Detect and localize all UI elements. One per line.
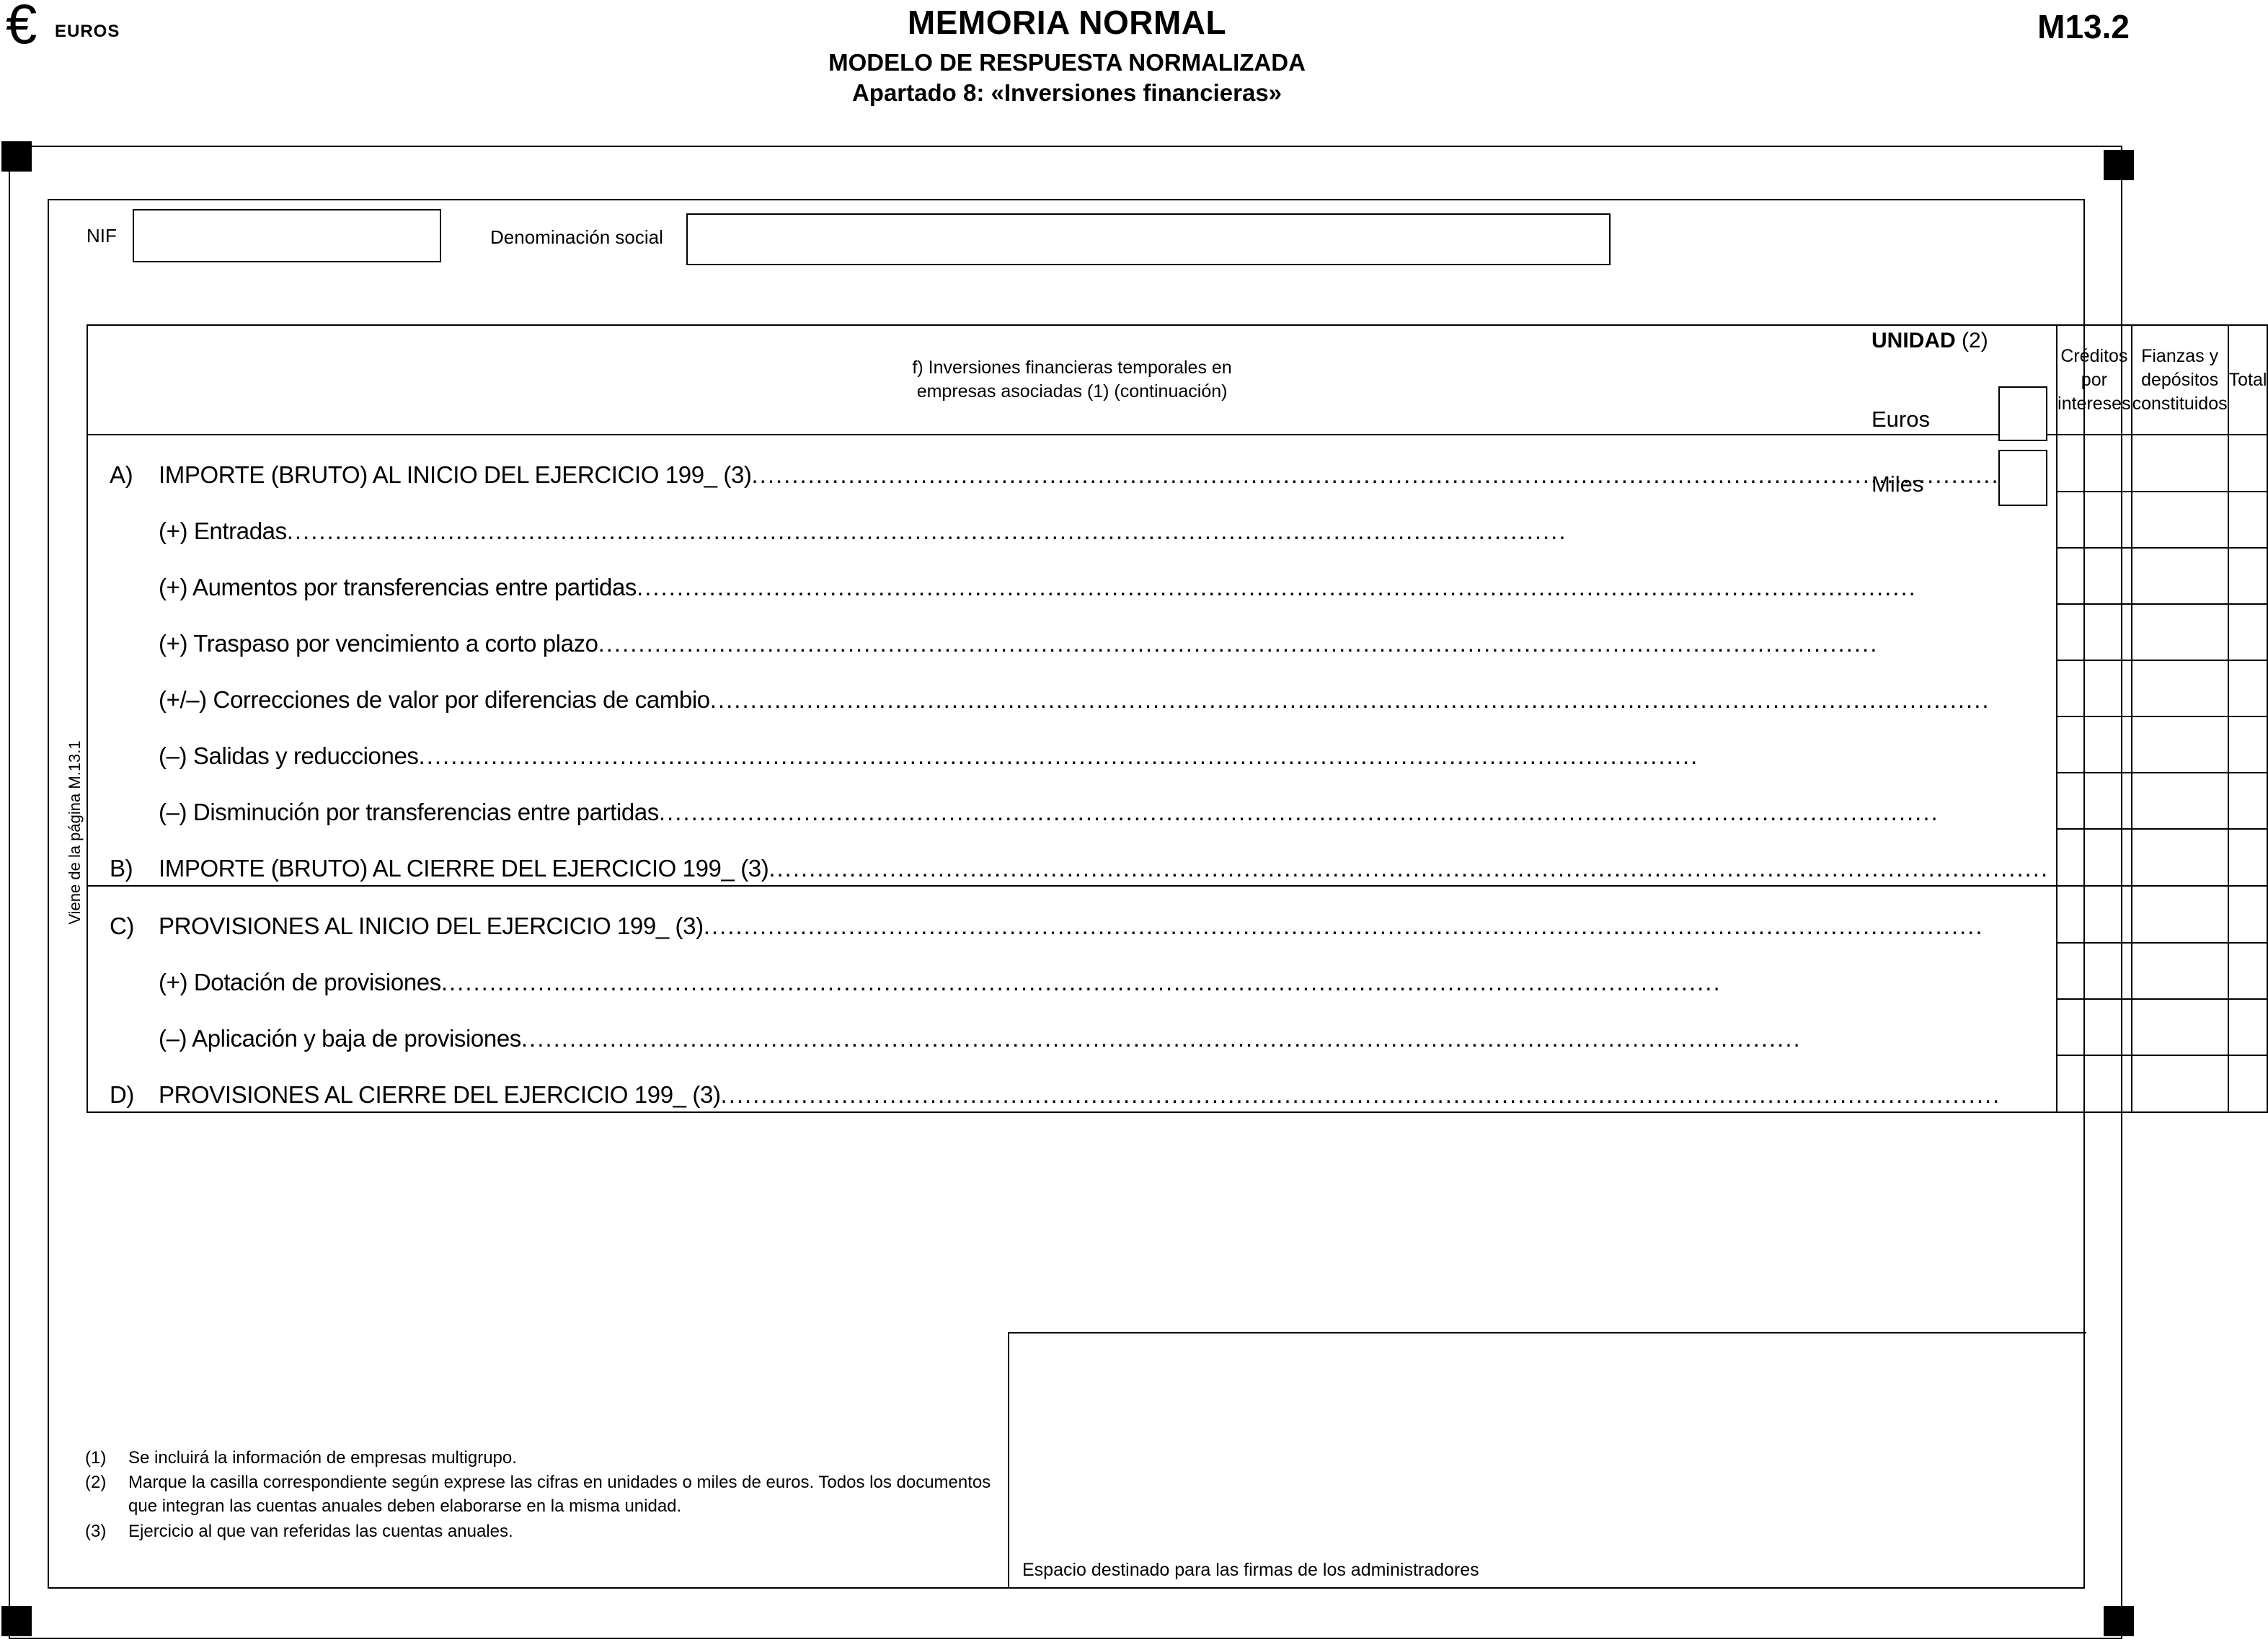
row-text: (+) Dotación de provisiones <box>159 969 441 995</box>
cell-creditos[interactable] <box>2057 492 2131 548</box>
table-row <box>87 1055 2267 1112</box>
cell-creditos[interactable] <box>2057 1055 2131 1112</box>
row-concept-wrap <box>88 969 2056 996</box>
form-code: M13.2 <box>2037 8 2130 45</box>
footnote-number: (1) <box>85 1448 107 1468</box>
cell-fianzas[interactable] <box>2132 943 2228 999</box>
leader-dots <box>768 855 2049 882</box>
cell-fianzas[interactable] <box>2132 773 2228 829</box>
row-concept <box>87 886 2057 943</box>
row-concept <box>87 435 2057 492</box>
table-row <box>87 773 2267 829</box>
row-concept-wrap <box>88 630 2056 657</box>
row-text: PROVISIONES AL INICIO DEL EJERCICIO 199_ (3) <box>159 913 704 939</box>
row-concept-wrap <box>88 855 2056 882</box>
footnotes <box>85 1446 1015 1554</box>
cell-total[interactable] <box>2228 943 2268 999</box>
cell-total[interactable] <box>2228 660 2268 716</box>
table-row <box>87 604 2267 660</box>
column-header-creditos <box>2057 325 2131 435</box>
cell-fianzas[interactable] <box>2132 548 2228 604</box>
leader-dots <box>721 1081 2050 1109</box>
leader-dots <box>287 518 2049 545</box>
unidad-label: UNIDAD <box>1871 329 1956 352</box>
cell-total[interactable] <box>2228 716 2268 773</box>
column-header-line: constituidos <box>2132 393 2228 414</box>
leader-dots <box>704 913 2049 940</box>
cell-fianzas[interactable] <box>2132 604 2228 660</box>
leader-dots <box>521 1025 2049 1052</box>
cell-total[interactable] <box>2228 435 2268 492</box>
section-title: Apartado 8: «Inversiones financieras» <box>851 79 1283 106</box>
column-header-line: Créditos <box>2060 345 2128 366</box>
registration-mark-bottom-right <box>2104 1606 2134 1636</box>
nif-field[interactable] <box>133 209 441 262</box>
unidad-ref: (2) <box>1962 329 1988 352</box>
cell-fianzas[interactable] <box>2132 716 2228 773</box>
signature-label: Espacio destinado para las firmas de los administradores <box>1022 1560 1479 1580</box>
table-row <box>87 492 2267 548</box>
side-note: Viene de la página M.13.1 <box>66 740 84 925</box>
table-body <box>87 435 2267 1112</box>
nif-label: NIF <box>87 225 117 247</box>
cell-fianzas[interactable] <box>2132 1055 2228 1112</box>
unidad-title <box>1871 329 1988 353</box>
row-concept <box>87 660 2057 716</box>
cell-creditos[interactable] <box>2057 829 2131 886</box>
column-header-line: intereses <box>2057 393 2131 414</box>
row-concept-wrap <box>88 742 2056 770</box>
row-concept-wrap <box>88 913 2056 940</box>
table-row <box>87 943 2267 999</box>
table-header-concept <box>87 325 2057 435</box>
row-concept-wrap <box>88 1025 2056 1052</box>
column-header-total <box>2228 325 2268 435</box>
row-concept <box>87 773 2057 829</box>
page-subtitle: MODELO DE RESPUESTA NORMALIZADA <box>828 49 1306 76</box>
leader-dots <box>441 969 2049 996</box>
cell-fianzas[interactable] <box>2132 886 2228 943</box>
cell-total[interactable] <box>2228 492 2268 548</box>
registration-mark-bottom-left <box>1 1606 32 1636</box>
header-label-line: empresas asociadas (1) (continuación) <box>916 381 1228 401</box>
column-header-line: depósitos <box>2141 369 2219 390</box>
cell-fianzas[interactable] <box>2132 829 2228 886</box>
row-text: (+) Entradas <box>159 518 287 544</box>
row-letter: B) <box>110 855 133 882</box>
row-concept <box>87 943 2057 999</box>
row-concept-wrap <box>88 574 2056 601</box>
cell-fianzas[interactable] <box>2132 999 2228 1055</box>
registration-mark-top-right <box>2104 150 2134 180</box>
cell-creditos[interactable] <box>2057 999 2131 1055</box>
row-concept-wrap <box>88 799 2056 826</box>
unit-euros-checkbox[interactable] <box>1998 386 2047 441</box>
footnote-number: (2) <box>85 1473 107 1492</box>
cell-total[interactable] <box>2228 773 2268 829</box>
row-concept <box>87 999 2057 1055</box>
header-label-line: f) Inversiones financieras temporales en <box>912 358 1232 378</box>
euro-logo-text: EUROS <box>55 22 120 41</box>
table-row <box>87 548 2267 604</box>
row-concept <box>87 604 2057 660</box>
footnote-text: Ejercicio al que van referidas las cuentas anuales. <box>128 1522 513 1541</box>
cell-total[interactable] <box>2228 886 2268 943</box>
leader-dots <box>752 461 2050 489</box>
table-row <box>87 829 2267 886</box>
footnote-text: Se incluirá la información de empresas multigrupo. <box>128 1448 517 1468</box>
cell-fianzas[interactable] <box>2132 660 2228 716</box>
unit-euros-label: Euros <box>1871 407 1930 432</box>
row-text: (–) Aplicación y baja de provisiones <box>159 1025 521 1052</box>
cell-creditos[interactable] <box>2057 773 2131 829</box>
registration-mark-top-left <box>1 141 32 172</box>
row-letter: A) <box>110 461 133 488</box>
row-concept-wrap <box>88 461 2056 489</box>
row-text: (+) Traspaso por vencimiento a corto plazo <box>159 630 598 657</box>
column-header-line: Total <box>2228 369 2267 390</box>
row-letter: C) <box>110 913 135 939</box>
unit-miles-checkbox[interactable] <box>1998 450 2047 506</box>
investments-table <box>87 324 2268 1113</box>
cell-total[interactable] <box>2228 999 2268 1055</box>
table-row <box>87 435 2267 492</box>
cell-creditos[interactable] <box>2057 886 2131 943</box>
leader-dots <box>419 742 2050 770</box>
page-title: MEMORIA NORMAL <box>907 4 1227 41</box>
leader-dots <box>659 799 2049 826</box>
row-concept-wrap <box>88 1081 2056 1109</box>
table-row <box>87 886 2267 943</box>
leader-dots <box>598 630 2050 657</box>
row-letter: D) <box>110 1081 135 1108</box>
row-concept-wrap <box>88 686 2056 714</box>
denominacion-social-field[interactable] <box>686 213 1611 265</box>
row-concept <box>87 829 2057 886</box>
table-row <box>87 716 2267 773</box>
cell-fianzas[interactable] <box>2132 435 2228 492</box>
signature-area[interactable] <box>1008 1332 2086 1589</box>
row-text: (+) Aumentos por transferencias entre partidas <box>159 574 637 600</box>
footnote-text: Marque la casilla correspondiente según exprese las cifras en unidades o miles de euros. Todos los documentos que integran las cuentas anuales deben elaborarse en la misma unidad. <box>128 1473 991 1516</box>
cell-fianzas[interactable] <box>2132 492 2228 548</box>
cell-creditos[interactable] <box>2057 435 2131 492</box>
row-concept <box>87 548 2057 604</box>
cell-creditos[interactable] <box>2057 660 2131 716</box>
row-text: (–) Salidas y reducciones <box>159 742 419 769</box>
column-header-line: Fianzas y <box>2141 345 2219 366</box>
cell-total[interactable] <box>2228 548 2268 604</box>
column-header-line: por <box>2081 369 2107 390</box>
column-header-fianzas <box>2132 325 2228 435</box>
denominacion-social-label: Denominación social <box>490 226 663 248</box>
row-text: PROVISIONES AL CIERRE DEL EJERCICIO 199_ (3) <box>159 1081 721 1108</box>
row-text: (–) Disminución por transferencias entre partidas <box>159 799 659 825</box>
table-row <box>87 999 2267 1055</box>
row-concept <box>87 716 2057 773</box>
footnote-number: (3) <box>85 1522 107 1541</box>
cell-creditos[interactable] <box>2057 716 2131 773</box>
euro-icon: € <box>6 0 37 56</box>
unit-miles-label: Miles <box>1871 471 1924 497</box>
cell-total[interactable] <box>2228 829 2268 886</box>
leader-dots <box>637 574 2049 601</box>
row-concept-wrap <box>88 518 2056 545</box>
row-concept <box>87 492 2057 548</box>
row-concept <box>87 1055 2057 1112</box>
leader-dots <box>710 686 2049 714</box>
row-text: IMPORTE (BRUTO) AL CIERRE DEL EJERCICIO 199_ (3) <box>159 855 769 882</box>
cell-creditos[interactable] <box>2057 548 2131 604</box>
cell-creditos[interactable] <box>2057 943 2131 999</box>
row-text: (+/–) Correcciones de valor por diferencias de cambio <box>159 686 710 713</box>
row-text: IMPORTE (BRUTO) AL INICIO DEL EJERCICIO 199_ (3) <box>159 461 752 488</box>
cell-total[interactable] <box>2228 1055 2268 1112</box>
cell-creditos[interactable] <box>2057 604 2131 660</box>
table-row <box>87 660 2267 716</box>
cell-total[interactable] <box>2228 604 2268 660</box>
